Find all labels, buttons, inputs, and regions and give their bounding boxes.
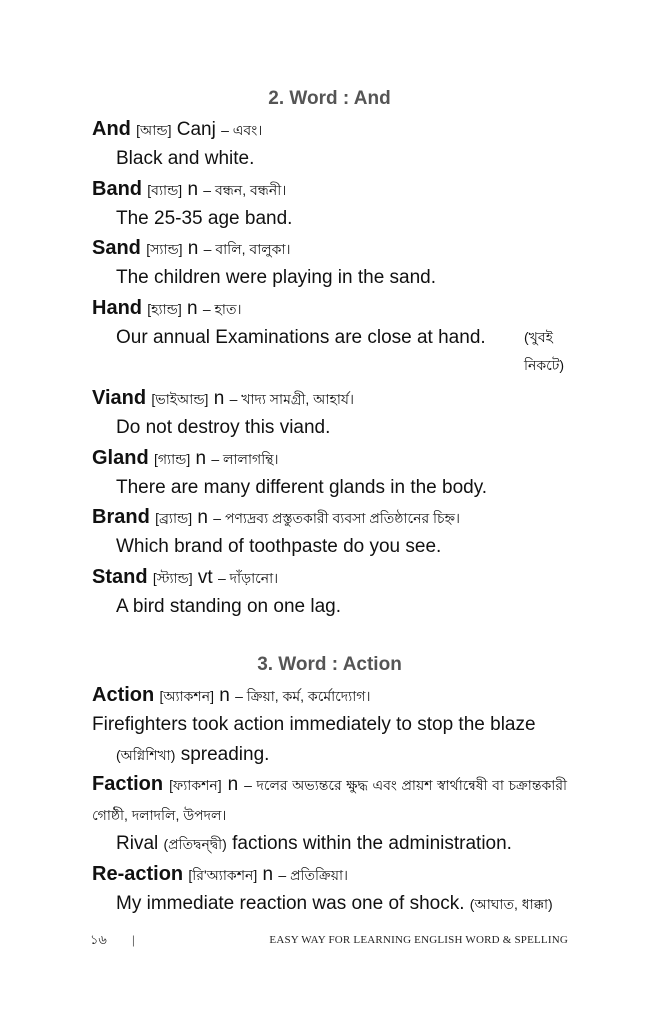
part-of-speech: n xyxy=(195,448,207,469)
headword: Brand xyxy=(92,506,150,528)
example-note-text: (খুবই নিকটে) xyxy=(524,329,565,373)
page-number: ১৬ xyxy=(90,932,107,947)
part-of-speech: n xyxy=(219,685,230,706)
meaning: – এবং। xyxy=(221,122,263,138)
entry-hand xyxy=(92,293,567,324)
entry-sand xyxy=(92,233,567,264)
headword: Viand xyxy=(92,387,147,409)
entry-stand xyxy=(92,562,567,593)
entry-and xyxy=(92,114,567,145)
example-sentence: Which brand of toothpaste do you see. xyxy=(116,536,442,557)
example-text: spreading. xyxy=(180,744,270,765)
entry-band xyxy=(92,174,567,205)
part-of-speech: vt xyxy=(197,567,213,588)
example-sentence-continued xyxy=(116,740,567,770)
example-sentence xyxy=(116,889,567,919)
meaning: – পণ্যদ্রব্য প্রস্তুতকারী ব্যবসা প্রতিষ্ঠানের চিহ্ন। xyxy=(213,510,461,526)
part-of-speech: n xyxy=(187,179,199,200)
example-note: (আঘাত, ধাক্কা) xyxy=(469,896,553,912)
headword: Action xyxy=(92,684,155,706)
pronunciation: [ভাইআন্ড] xyxy=(151,391,209,407)
meaning: – দাঁড়ানো। xyxy=(217,570,279,586)
example-sentence: There are many different glands in the body. xyxy=(116,477,488,498)
meaning: – দলের অভ্যন্তরে ক্ষুদ্ধ এবং প্রায়শ স্বার্থান্বেষী বা চক্রান্তকারী গোষ্ঠী, দলাদলি, উপদল। xyxy=(92,777,568,823)
pronunciation: [ব্র্যান্ড] xyxy=(155,510,193,526)
pronunciation: [অ্যাকশন] xyxy=(159,688,214,704)
part-of-speech: n xyxy=(187,298,198,319)
pronunciation: [ফ্যাকশন] xyxy=(169,777,222,793)
pronunciation: [হ্যান্ড] xyxy=(147,301,182,317)
meaning: – বন্ধন, বন্ধনী। xyxy=(203,182,287,198)
pronunciation: [ব্যান্ড] xyxy=(147,182,183,198)
example-note: (অগ্নিশিখা) xyxy=(116,747,176,763)
example-sentence xyxy=(116,829,567,859)
pronunciation: [আন্ড] xyxy=(136,122,172,138)
meaning: – হাত। xyxy=(202,301,242,317)
pronunciation: [স্ট্যান্ড] xyxy=(152,570,193,586)
entry-gland xyxy=(92,443,567,474)
meaning: – খাদ্য সামগ্রী, আহার্য। xyxy=(229,391,354,407)
section-title: 2. Word : And xyxy=(268,88,391,109)
meaning: – ক্রিয়া, কর্ম, কর্মোদ্যোগ। xyxy=(235,688,371,704)
example-text: factions within the administration. xyxy=(232,833,512,854)
headword: Gland xyxy=(92,447,149,469)
headword: Sand xyxy=(92,237,141,259)
pronunciation: [গ্যান্ড] xyxy=(153,451,191,467)
part-of-speech: Canj xyxy=(176,119,216,140)
example-text: Rival xyxy=(116,833,159,854)
example-sentence: A bird standing on one lag. xyxy=(116,596,342,617)
headword: Band xyxy=(92,178,142,200)
pronunciation: [রি'অ্যাকশন] xyxy=(188,867,258,883)
entry-brand xyxy=(92,502,567,533)
headword: And xyxy=(92,118,131,140)
part-of-speech: n xyxy=(227,774,239,795)
headword: Hand xyxy=(92,297,142,319)
example-note xyxy=(524,323,567,380)
example-sentence: Our annual Examinations are close at hand. xyxy=(116,327,486,348)
example-sentence: The children were playing in the sand. xyxy=(116,267,437,288)
example-sentence: The 25-35 age band. xyxy=(116,208,293,229)
example-sentence: Firefighters took action immediately to stop the blaze xyxy=(92,714,536,735)
meaning: – বালি, বালুকা। xyxy=(203,241,291,257)
part-of-speech: n xyxy=(262,864,274,885)
entry-viand xyxy=(92,383,567,414)
footer-separator: | xyxy=(132,932,135,947)
part-of-speech: n xyxy=(213,388,225,409)
example-sentence: Do not destroy this viand. xyxy=(116,417,331,438)
example-sentence: Black and white. xyxy=(116,148,255,169)
meaning: – লালাগন্থি। xyxy=(211,451,279,467)
pronunciation: [স্যান্ড] xyxy=(146,241,183,257)
meaning: – প্রতিক্রিয়া। xyxy=(278,867,349,883)
headword: Re-action xyxy=(92,863,184,885)
entry-action xyxy=(92,680,567,711)
part-of-speech: n xyxy=(187,238,199,259)
headword: Stand xyxy=(92,566,148,588)
part-of-speech: n xyxy=(197,507,208,528)
entry-reaction xyxy=(92,859,567,890)
example-note: (প্রতিদ্বন্দ্বী) xyxy=(163,836,227,852)
headword: Faction xyxy=(92,773,164,795)
book-title: EASY WAY FOR LEARNING ENGLISH WORD & SPELLING xyxy=(269,934,568,946)
entry-faction xyxy=(92,770,567,830)
example-text: My immediate reaction was one of shock. xyxy=(116,893,465,914)
section-title: 3. Word : Action xyxy=(257,654,402,675)
